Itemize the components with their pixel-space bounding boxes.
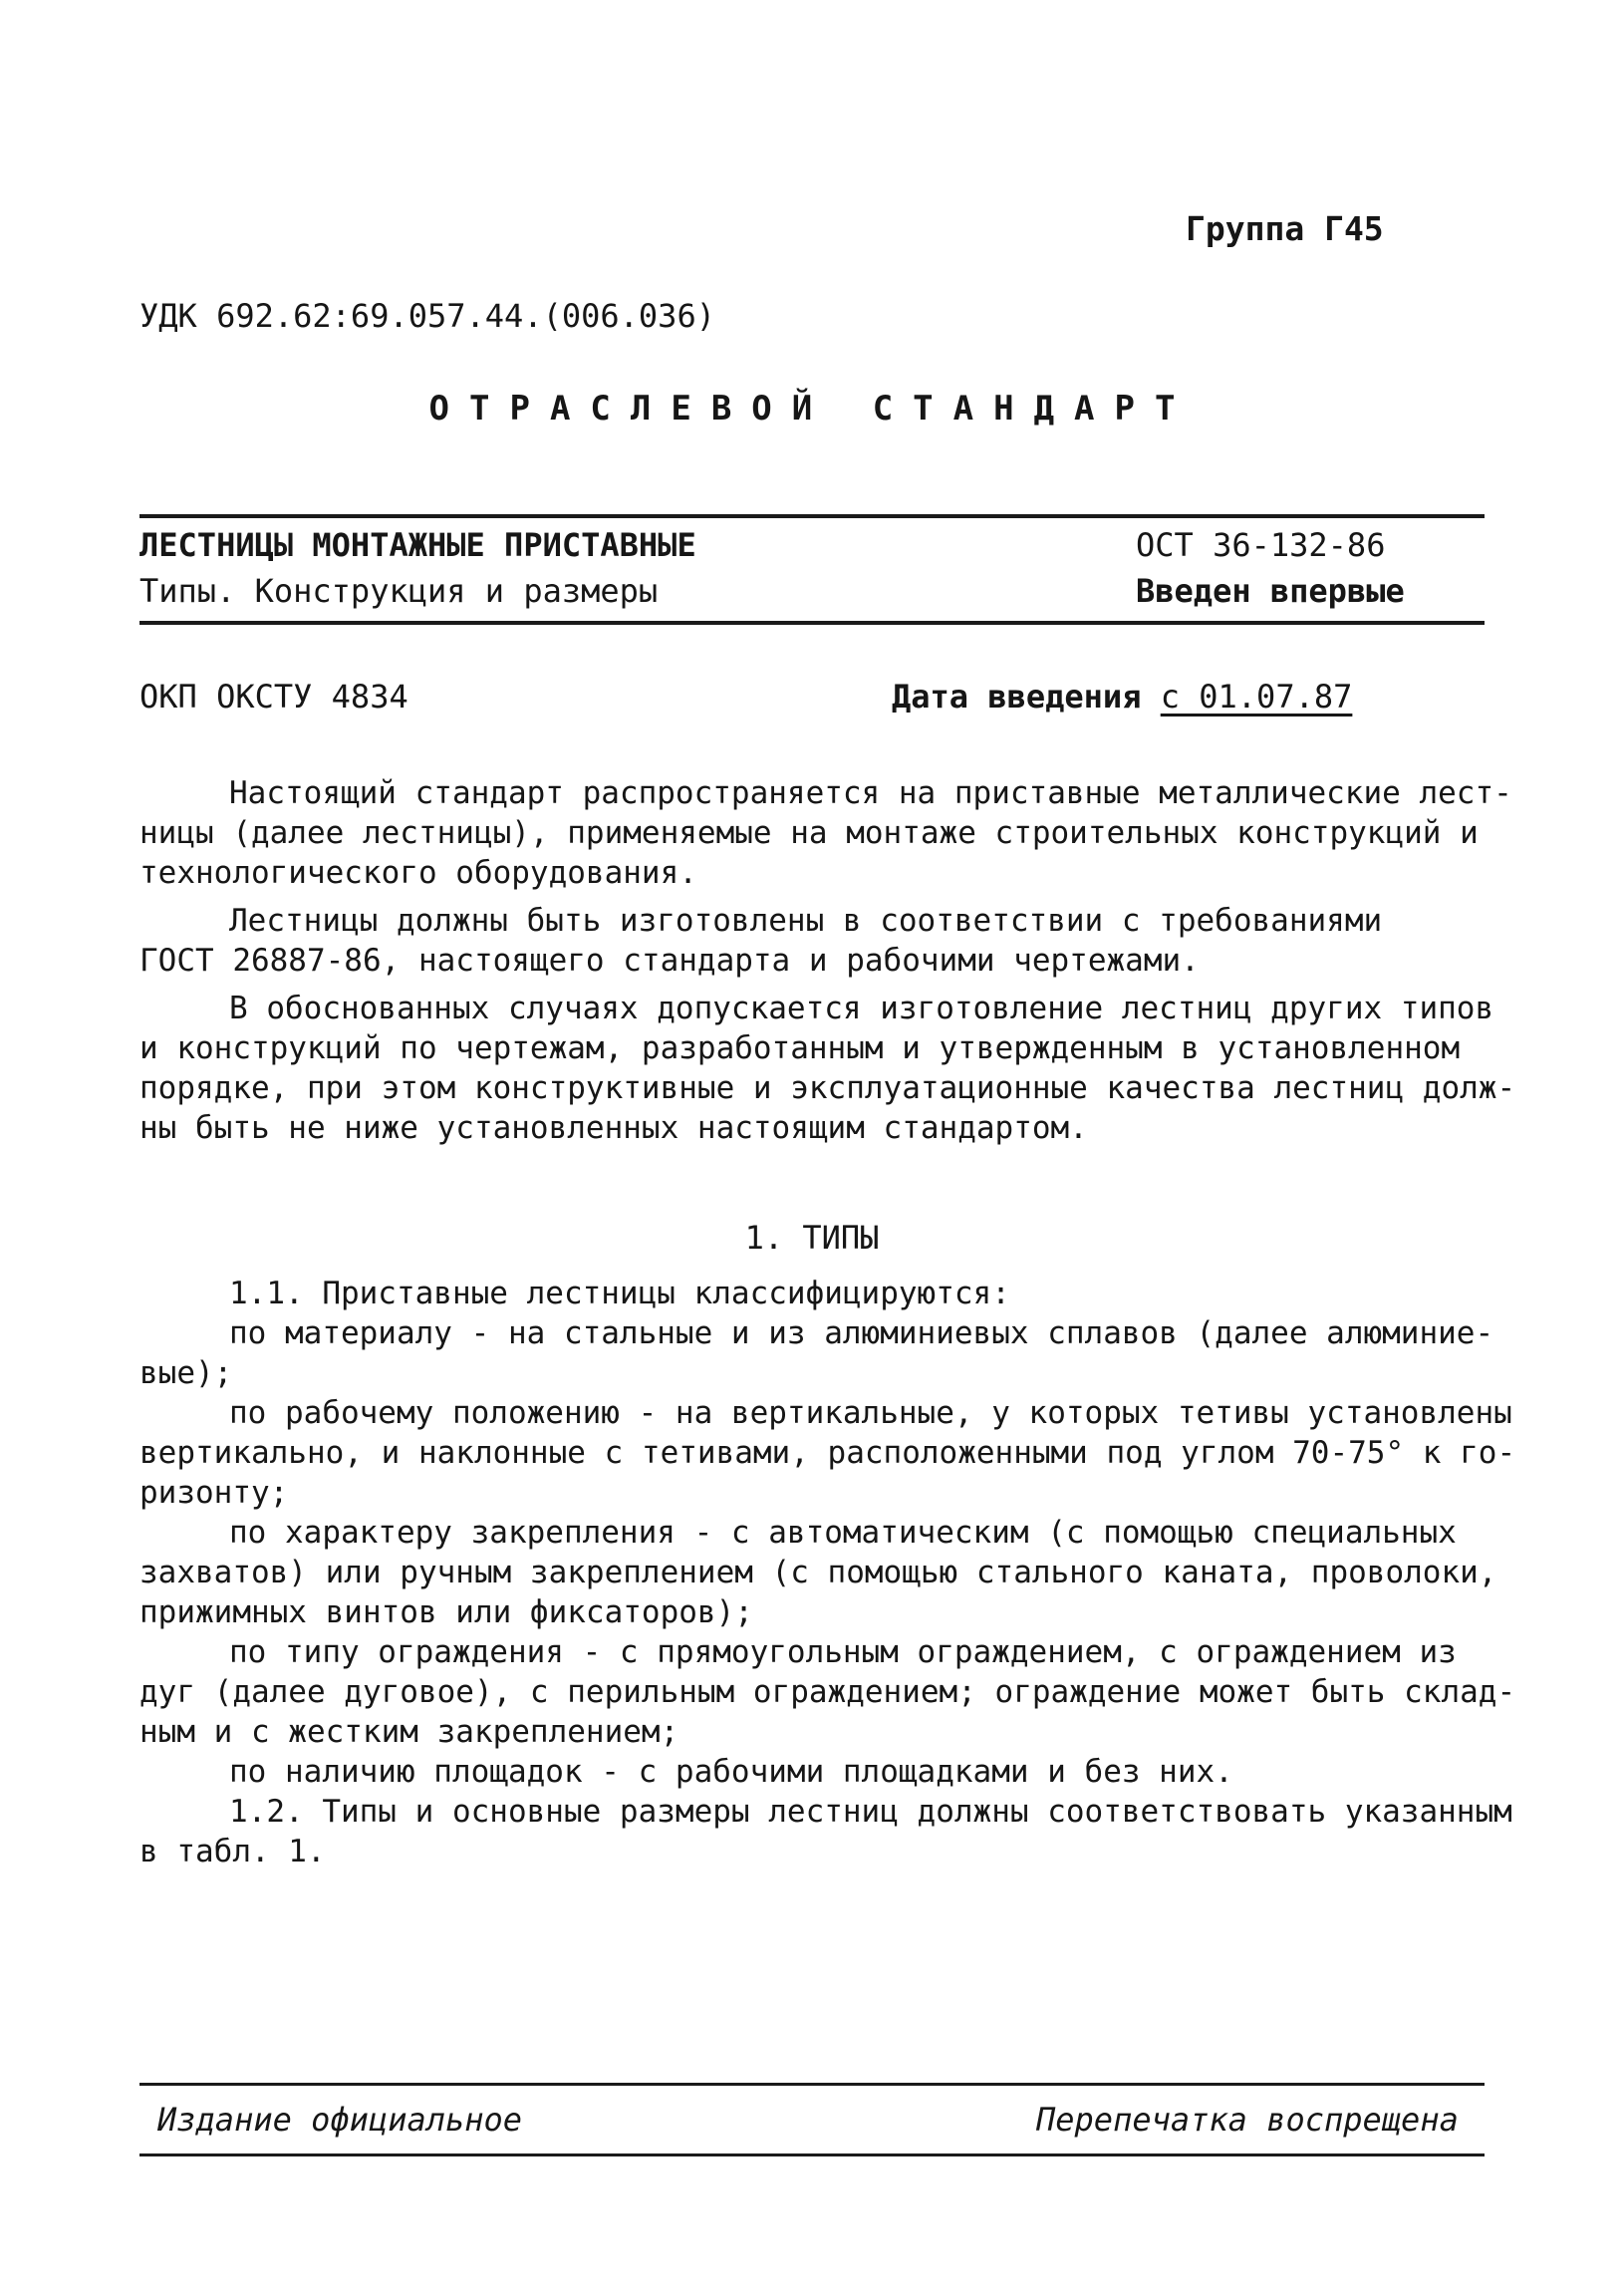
footer-bottom-rule: [139, 2153, 1485, 2156]
text-line: в табл. 1.: [139, 1834, 326, 1869]
text-line: ны быть не ниже установленных настоящим стандартом.: [139, 1110, 1088, 1146]
text-line: и конструкций по чертежам, разработанным и утвержденным в установленном: [139, 1030, 1461, 1066]
header-top-rule: [139, 514, 1485, 518]
intro-paragraph-2: [139, 901, 1494, 981]
date-label: Дата введения: [892, 678, 1142, 716]
footer-reprint-notice: Перепечатка воспрещена: [1036, 2101, 1459, 2139]
date-value: с 01.07.87: [1160, 678, 1353, 716]
text-line: ризонту;: [139, 1475, 289, 1511]
udk-code: УДК 692.62:69.057.44.(006.036): [139, 297, 715, 335]
text-line: по материалу - на стальные и из алюминиевых сплавов (далее алюминие-: [229, 1315, 1494, 1351]
text-line: ГОСТ 26887-86, настоящего стандарта и рабочими чертежами.: [139, 943, 1200, 979]
text-line: по наличию площадок - с рабочими площадками и без них.: [229, 1754, 1233, 1790]
text-line: ным и с жестким закреплением;: [139, 1714, 679, 1750]
text-line: 1.1. Приставные лестницы классифицируются:: [229, 1276, 1010, 1311]
text-line: прижимных винтов или фиксаторов);: [139, 1594, 753, 1630]
okp-code: ОКП ОКСТУ 4834: [139, 678, 408, 716]
text-line: технологического оборудования.: [139, 855, 697, 891]
footer-edition: Издание официальное: [157, 2101, 523, 2139]
standard-name-line2: Типы. Конструкция и размеры: [139, 572, 659, 610]
text-line: по рабочему положению - на вертикальные, у которых тетивы установлены: [229, 1395, 1512, 1431]
text-line: вые);: [139, 1355, 233, 1391]
text-line: дуг (далее дуговое), с перильным ограждением; ограждение может быть склад-: [139, 1674, 1516, 1710]
intro-paragraph-1: [139, 773, 1512, 893]
text-line: по характеру закрепления - с автоматическим (с помощью специальных: [229, 1515, 1457, 1551]
text-line: порядке, при этом конструктивные и эксплуатационные качества лестниц долж-: [139, 1070, 1516, 1106]
standard-status: Введен впервые: [1136, 572, 1405, 610]
text-line: Настоящий стандарт распространяется на приставные металлические лест-: [229, 775, 1512, 811]
text-line: захватов) или ручным закреплением (с помощью стального каната, проволоки,: [139, 1555, 1497, 1590]
text-line: В обоснованных случаях допускается изготовление лестниц других типов: [229, 991, 1494, 1026]
document-title: ОТРАСЛЕВОЙ СТАНДАРТ: [428, 389, 1196, 429]
group-code: Группа Г45: [1186, 209, 1384, 248]
text-line: 1.2. Типы и основные размеры лестниц должны соответствовать указанным: [229, 1794, 1512, 1830]
header-bottom-rule: [139, 621, 1485, 625]
standard-code: ОСТ 36-132-86: [1136, 526, 1386, 564]
section-title: 1. ТИПЫ: [744, 1219, 880, 1257]
standard-name-line1: ЛЕСТНИЦЫ МОНТАЖНЫЕ ПРИСТАВНЫЕ: [139, 526, 696, 564]
footer-top-rule: [139, 2083, 1485, 2086]
introduction-date: [892, 678, 1352, 716]
section-body: [139, 1274, 1516, 1871]
text-line: ницы (далее лестницы), применяемые на монтаже строительных конструкций и: [139, 815, 1479, 851]
text-line: вертикально, и наклонные с тетивами, расположенными под углом 70-75° к го-: [139, 1435, 1516, 1471]
intro-paragraph-3: [139, 989, 1516, 1148]
text-line: Лестницы должны быть изготовлены в соответствии с требованиями: [229, 903, 1383, 939]
text-line: по типу ограждения - с прямоугольным ограждением, с ограждением из: [229, 1634, 1457, 1670]
